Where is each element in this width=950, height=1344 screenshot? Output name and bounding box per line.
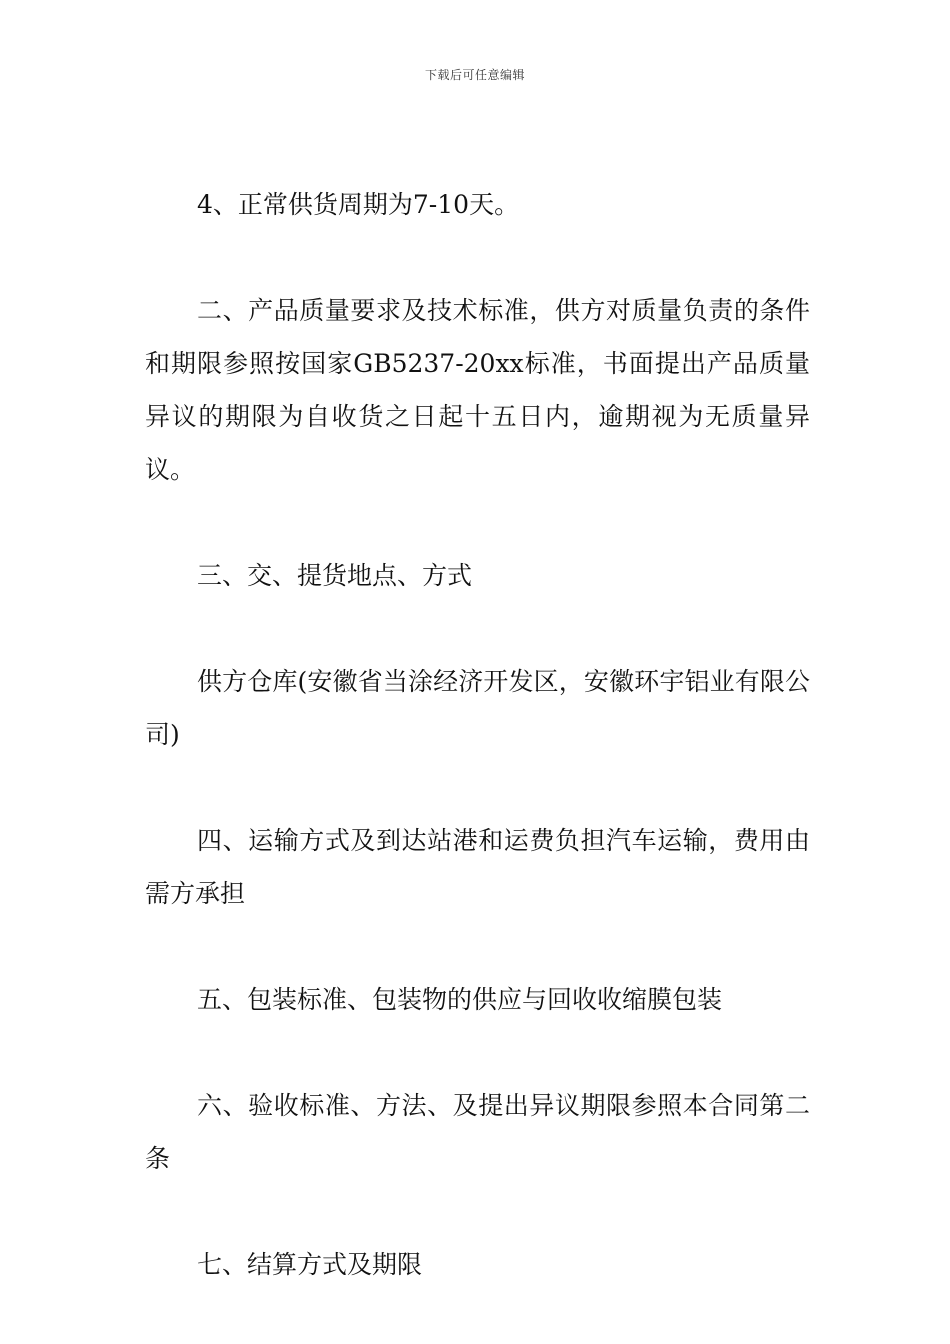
paragraph-delivery-location: 三、交、提货地点、方式 — [197, 561, 473, 590]
paragraph-supply-cycle: 4、正常供货周期为7-10天。 — [197, 190, 520, 219]
paragraph-packaging: 五、包装标准、包装物的供应与回收收缩膜包装 — [197, 985, 723, 1014]
paragraph-transport: 四、运输方式及到达站港和运费负担汽车运输，费用由需方承担 — [145, 826, 810, 908]
paragraph-acceptance: 六、验收标准、方法、及提出异议期限参照本合同第二条 — [145, 1091, 810, 1173]
page-header: 下载后可任意编辑 — [424, 68, 525, 82]
document-body — [145, 178, 810, 1344]
paragraph-quality-standard: 二、产品质量要求及技术标准，供方对质量负责的条件和期限参照按国家GB5237-20xx标准，书面提出产品质量异议的期限为自收货之日起十五日内，逾期视为无质量异议。 — [145, 296, 810, 484]
paragraph-settlement: 七、结算方式及期限 — [197, 1250, 423, 1279]
paragraph-supplier-warehouse: 供方仓库(安徽省当涂经济开发区，安徽环宇铝业有限公司) — [145, 667, 810, 749]
